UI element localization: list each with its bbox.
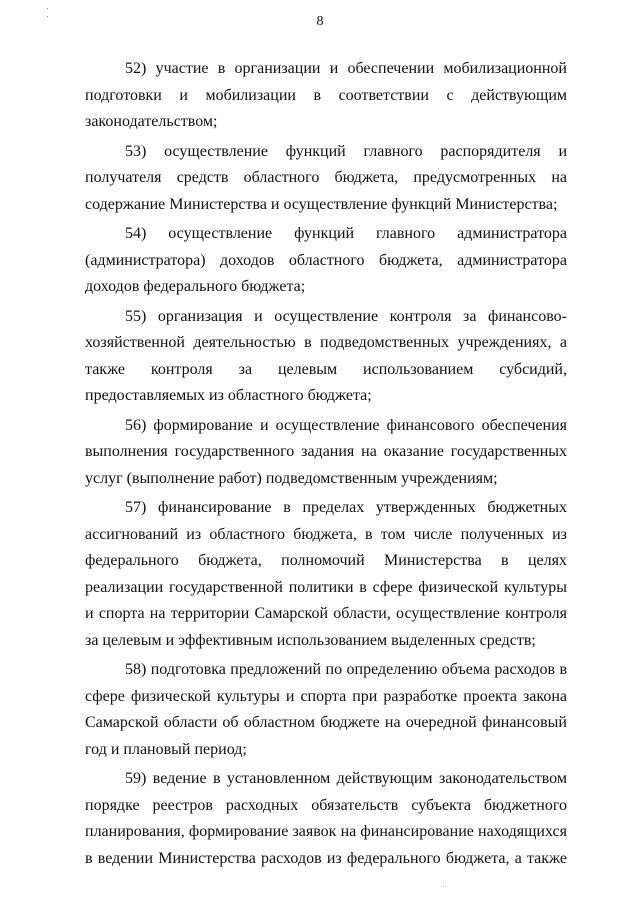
paragraph-item-59: 59) ведение в установленном действующим законодательством порядке реестров расходных обязательств субъекта бюджетного планирования, формирование заявок на финансирование находящихся в ведении Министерства расходов из федерального бюджета, а также [85,770,567,867]
paragraph-item-52: 52) участие в организации и обеспечении мобилизационной подготовки и мобилизации в соответствии с действующим законодательством; [85,60,567,130]
paragraph-item-56: 56) формирование и осуществление финансового обеспечения выполнения государственного задания на оказание государственных услуг (выполнение работ) подведомственным учреждениям; [85,416,567,487]
page-number: 8 [316,14,324,29]
paragraph-item-55: 55) организация и осуществление контроля за финансово-хозяйственной деятельностью в подведомственных учреждениях, а также контроля за целевым использованием субсидий, предоставляемых из областного бюджета; [85,307,567,404]
document-body [85,56,567,875]
paragraph-item-54: 54) осуществление функций главного администратора (администратора) доходов областного бюджета, администратора доходов федерального бюджета; [85,225,567,295]
paragraph-item-53: 53) осуществление функций главного распорядителя и получателя средств областного бюджета, предусмотренных на содержание Министерства и осуществление функций Министерства; [85,142,567,213]
scan-speck [443,886,444,887]
paragraph-item-57: 57) финансирование в пределах утвержденных бюджетных ассигнований из областного бюджета, в том числе полученных из федерального бюджета, полномочий Министерства в целях реализации государственной политики в сфере физической культуры и спорта на территории Самарской области, осуществление контроля за целевым и эффективным использованием выделенных средств; [85,499,567,649]
scan-speck [47,8,48,9]
paragraph-item-58: 58) подготовка предложений по определению объема расходов в сфере физической культуры и спорта при разработке проекта закона Самарской области об областном бюджете на очередной финансовый год и плановый период; [85,661,567,758]
